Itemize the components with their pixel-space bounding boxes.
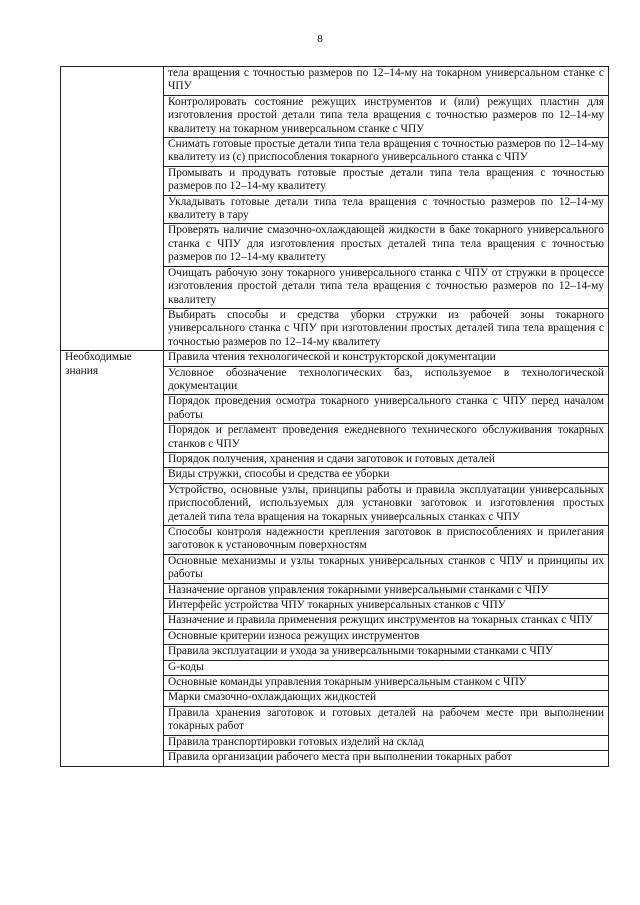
table-body	[61, 67, 609, 767]
table-cell-item: Способы контроля надежности крепления заготовок в приспособлениях и прилегания заготовок к установочным поверхностям	[164, 526, 609, 555]
table-cell-item: Правила транспортировки готовых изделий на склад	[164, 735, 609, 750]
group-label-actions	[61, 67, 164, 351]
table-cell-item: Условное обозначение технологических баз, используемое в технологической документации	[164, 366, 609, 395]
table-cell-item: Устройство, основные узлы, принципы работы и правила эксплуатации универсальных приспособлений, используемых для установки заготовок и изготовления простых деталей типа тела вращения на токарных универсальных станках с ЧПУ	[164, 483, 609, 525]
table-cell-item: Назначение и правила применения режущих инструментов на токарных станках с ЧПУ	[164, 614, 609, 629]
table-cell-item: Порядок проведения осмотра токарного универсального станка с ЧПУ перед началом работы	[164, 395, 609, 424]
table-cell-item: Промывать и продувать готовые простые детали типа тела вращения с точностью размеров по 12–14-му квалитету	[164, 166, 609, 195]
table-row	[61, 67, 609, 96]
table-cell-item: Порядок и регламент проведения ежедневного технического обслуживания токарных станков с ЧПУ	[164, 424, 609, 453]
table-cell-item: Основные механизмы и узлы токарных универсальных станков с ЧПУ и принципы их работы	[164, 554, 609, 583]
table-cell-item: Укладывать готовые детали типа тела вращения с точностью размеров по 12–14-му квалитету в тару	[164, 195, 609, 224]
group-label-knowledge: Необходимые знания	[61, 351, 164, 766]
table-cell-item: Очищать рабочую зону токарного универсального станка с ЧПУ от стружки в процессе изготовления простой детали типа тела вращения с точностью размеров по 12–14-му квалитету	[164, 266, 609, 308]
table-cell-item: Виды стружки, способы и средства ее уборки	[164, 468, 609, 483]
table-cell-item: Назначение органов управления токарными универсальными станками с ЧПУ	[164, 583, 609, 598]
table-cell-item: Правила эксплуатации и ухода за универсальными токарными станками с ЧПУ	[164, 645, 609, 660]
table-cell-item: Правила чтения технологической и конструкторской документации	[164, 351, 609, 366]
table-cell-item: Интерфейс устройства ЧПУ токарных универсальных станков с ЧПУ	[164, 599, 609, 614]
table-row	[61, 351, 609, 366]
table-cell-item: Контролировать состояние режущих инструментов и (или) режущих пластин для изготовления простой детали типа тела вращения с точностью размеров по 12–14-му квалитету на токарном универсальном станке с ЧПУ	[164, 95, 609, 137]
table-cell-item: Порядок получения, хранения и сдачи заготовок и готовых деталей	[164, 452, 609, 467]
table-cell-item: Основные команды управления токарным универсальным станком с ЧПУ	[164, 676, 609, 691]
table-cell-item: Снимать готовые простые детали типа тела вращения с точностью размеров по 12–14-му квалитету из (с) приспособления токарного универсального станка с ЧПУ	[164, 138, 609, 167]
table-cell-item: G-коды	[164, 660, 609, 675]
page-number: 8	[317, 33, 323, 45]
table-cell-item: Правила организации рабочего места при выполнении токарных работ	[164, 751, 609, 766]
table-cell-item: тела вращения с точностью размеров по 12–14-му на токарном универсальном станке с ЧПУ	[164, 67, 609, 96]
labor-functions-table	[60, 66, 609, 767]
table-cell-item: Основные критерии износа режущих инструментов	[164, 629, 609, 644]
table-cell-item: Правила хранения заготовок и готовых деталей на рабочем месте при выполнении токарных работ	[164, 706, 609, 735]
table-cell-item: Проверять наличие смазочно-охлаждающей жидкости в баке токарного универсального станка с ЧПУ для изготовления простых деталей типа тела вращения с точностью размеров по 12–14-му квалитету	[164, 224, 609, 266]
table-cell-item: Марки смазочно-охлаждающих жидкостей	[164, 691, 609, 706]
table-cell-item: Выбирать способы и средства уборки стружки из рабочей зоны токарного универсального станка с ЧПУ при изготовлении простых деталей типа тела вращения с точностью размеров по 12–14-му квалитету	[164, 308, 609, 350]
